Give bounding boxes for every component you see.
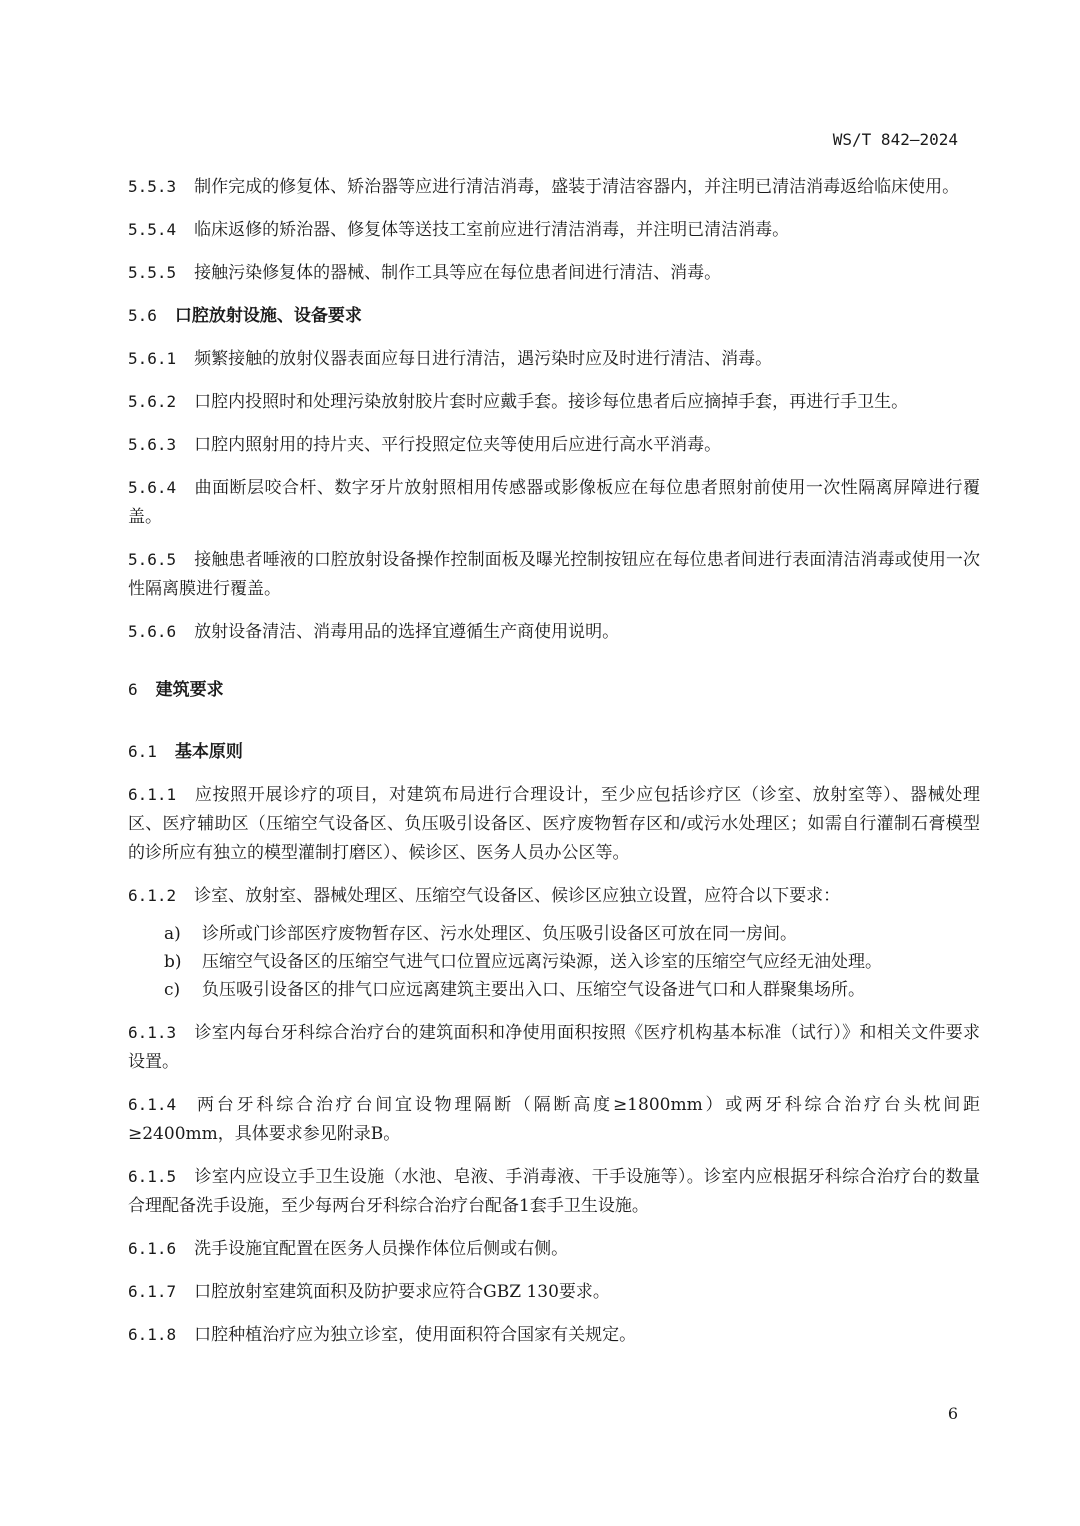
clause-number: 6.1.1 xyxy=(128,785,177,804)
clause-paragraph xyxy=(128,1320,980,1350)
clause-number: 6.1.5 xyxy=(128,1167,177,1186)
clause-text: 频繁接触的放射仪器表面应每日进行清洁，遇污染时应及时进行清洁、消毒。 xyxy=(194,349,773,369)
chapter-heading xyxy=(128,675,980,705)
clause-text: 接触患者唾液的口腔放射设备操作控制面板及曝光控制按钮应在每位患者间进行表面清洁消毒或使用一次性隔离膜进行覆盖。 xyxy=(128,550,980,599)
clause-text: 曲面断层咬合杆、数字牙片放射照相用传感器或影像板应在每位患者照射前使用一次性隔离屏障进行覆盖。 xyxy=(128,478,980,527)
list-item-text: 诊所或门诊部医疗废物暂存区、污水处理区、负压吸引设备区可放在同一房间。 xyxy=(202,924,797,944)
document-body xyxy=(128,172,980,1363)
clause-paragraph xyxy=(128,1090,980,1149)
clause-text: 口腔内投照时和处理污染放射胶片套时应戴手套。接诊每位患者后应摘掉手套，再进行手卫生。 xyxy=(194,392,909,412)
clause-number: 6.1.2 xyxy=(128,886,177,905)
clause-text: 诊室内每台牙科综合治疗台的建筑面积和净使用面积按照《医疗机构基本标准（试行）》和相关文件要求设置。 xyxy=(128,1023,980,1072)
clause-number: 6.1.6 xyxy=(128,1239,177,1258)
clause-paragraph xyxy=(128,881,980,911)
clause-paragraph xyxy=(128,258,980,288)
clause-number: 6.1.7 xyxy=(128,1282,177,1301)
clause-text: 放射设备清洁、消毒用品的选择宜遵循生产商使用说明。 xyxy=(194,622,620,642)
clause-text: 诊室内应设立手卫生设施（水池、皂液、手消毒液、干手设施等）。诊室内应根据牙科综合治疗台的数量合理配备洗手设施，至少每两台牙科综合治疗台配备1套手卫生设施。 xyxy=(128,1167,980,1216)
clause-text: 两台牙科综合治疗台间宜设物理隔断（隔断高度≥1800mm）或两牙科综合治疗台头枕间距≥2400mm，具体要求参见附录B。 xyxy=(128,1095,980,1144)
clause-number: 5.5.5 xyxy=(128,263,177,282)
clause-number: 5.5.3 xyxy=(128,177,177,196)
clause-paragraph xyxy=(128,1234,980,1264)
clause-number: 5.5.4 xyxy=(128,220,177,239)
list-item-marker: b) xyxy=(164,952,182,972)
clause-number: 5.6.5 xyxy=(128,550,177,569)
clause-text: 口腔内照射用的持片夹、平行投照定位夹等使用后应进行高水平消毒。 xyxy=(194,435,722,455)
clause-text: 制作完成的修复体、矫治器等应进行清洁消毒，盛装于清洁容器内，并注明已清洁消毒返给临床使用。 xyxy=(194,177,960,197)
clause-paragraph xyxy=(128,215,980,245)
clause-number: 6.1.8 xyxy=(128,1325,177,1344)
clause-number: 5.6 xyxy=(128,306,157,325)
section-heading xyxy=(128,737,980,767)
clause-number: 6 xyxy=(128,680,138,699)
clause-paragraph xyxy=(128,172,980,202)
clause-text: 口腔放射室建筑面积及防护要求应符合GBZ 130要求。 xyxy=(194,1282,610,1302)
list-item-marker: a) xyxy=(164,924,181,944)
clause-text: 诊室、放射室、器械处理区、压缩空气设备区、候诊区应独立设置，应符合以下要求： xyxy=(194,886,841,906)
list-item-text: 负压吸引设备区的排气口应远离建筑主要出入口、压缩空气设备进气口和人群聚集场所。 xyxy=(202,980,865,1000)
document-code: WS/T 842—2024 xyxy=(832,130,958,149)
clause-number: 5.6.6 xyxy=(128,622,177,641)
clause-paragraph xyxy=(128,430,980,460)
clause-text: 口腔种植治疗应为独立诊室，使用面积符合国家有关规定。 xyxy=(194,1325,637,1345)
clause-number: 6.1.4 xyxy=(128,1095,177,1114)
clause-text: 接触污染修复体的器械、制作工具等应在每位患者间进行清洁、消毒。 xyxy=(194,263,722,283)
clause-text: 应按照开展诊疗的项目，对建筑布局进行合理设计，至少应包括诊疗区（诊室、放射室等）、器械处理区、医疗辅助区（压缩空气设备区、负压吸引设备区、医疗废物暂存区和/或污水处理区；如需自行灌制石膏模型的诊所应有独立的模型灌制打磨区）、候诊区、医务人员办公区等。 xyxy=(128,785,980,863)
clause-text: 临床返修的矫治器、修复体等送技工室前应进行清洁消毒，并注明已清洁消毒。 xyxy=(194,220,790,240)
clause-number: 5.6.4 xyxy=(128,478,177,497)
clause-paragraph xyxy=(128,545,980,604)
clause-number: 5.6.3 xyxy=(128,435,177,454)
clause-paragraph xyxy=(128,1018,980,1077)
clause-paragraph xyxy=(128,344,980,374)
clause-text: 洗手设施宜配置在医务人员操作体位后侧或右侧。 xyxy=(194,1239,569,1259)
list-item-marker: c) xyxy=(164,980,181,1000)
list-item xyxy=(128,948,980,976)
page-number: 6 xyxy=(947,1404,958,1423)
requirement-list xyxy=(128,920,980,1004)
clause-paragraph xyxy=(128,780,980,868)
clause-paragraph xyxy=(128,1277,980,1307)
list-item xyxy=(128,976,980,1004)
clause-number: 5.6.2 xyxy=(128,392,177,411)
clause-paragraph xyxy=(128,387,980,417)
clause-number: 5.6.1 xyxy=(128,349,177,368)
section-heading xyxy=(128,301,980,331)
clause-number: 6.1 xyxy=(128,742,157,761)
clause-paragraph xyxy=(128,1162,980,1221)
clause-paragraph xyxy=(128,473,980,532)
clause-text: 建筑要求 xyxy=(155,680,224,700)
list-item xyxy=(128,920,980,948)
clause-text: 基本原则 xyxy=(174,742,243,762)
clause-paragraph xyxy=(128,617,980,647)
clause-number: 6.1.3 xyxy=(128,1023,177,1042)
clause-text: 口腔放射设施、设备要求 xyxy=(174,306,362,326)
list-item-text: 压缩空气设备区的压缩空气进气口位置应远离污染源，送入诊室的压缩空气应经无油处理。 xyxy=(202,952,882,972)
